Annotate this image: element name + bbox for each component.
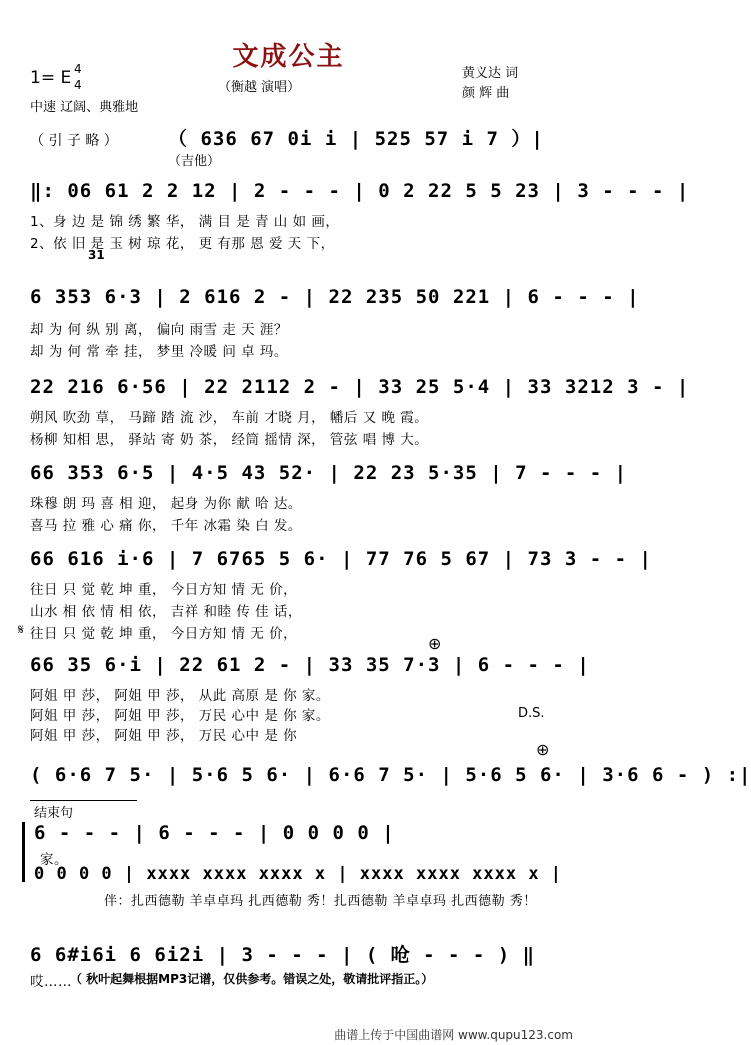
notation-row-5: 66 616 i·6 | 7 6765 5 6· | 77 76 5 67 | 73 3 - - | — [30, 548, 652, 570]
song-title: 文成公主 — [232, 42, 345, 72]
composer: 颜 辉 曲 — [462, 86, 510, 101]
coda-icon-2: ⊕ — [536, 740, 550, 759]
ending-accompaniment: 0 0 0 0 | xxxx xxxx xxxx x | xxxx xxxx xxxx x | — [34, 864, 563, 884]
guitar-label: （吉他） — [168, 154, 221, 169]
notation-row-1: ‖: 06 61 2 2 12 | 2 - - - | 0 2 22 5 5 23 | 3 - - - | — [30, 180, 690, 202]
lyricist: 黄义达 词 — [462, 66, 519, 81]
ending-melody: 6 - - - | 6 - - - | 0 0 0 0 | — [34, 822, 395, 844]
lyric-row-5-verse-3: 往日 只 觉 乾 坤 重， 今日方知 情 无 价， — [30, 626, 298, 642]
lyric-row-4-verse-1: 珠穆 朗 玛 喜 相 迎， 起身 为你 献 哈 达。 — [30, 496, 302, 512]
system-bracket — [22, 822, 29, 882]
final-notes: 6 6#i6i 6 6i2i | 3 - - - | ( 呛 - - - ) ‖ — [30, 944, 536, 966]
notation-row-2: 6 353 6·3 | 2 616 2 - | 22 235 50 221 | 6 - - - | — [30, 286, 640, 308]
lyric-row-2-verse-1: 却 为 何 纵 别 离， 偏向 雨雪 走 天 涯？ — [30, 322, 288, 338]
lyric-row-3-verse-2: 杨柳 知相 思， 驿站 寄 奶 茶， 经筒 摇情 深， 管弦 唱 博 大。 — [30, 432, 429, 448]
lyric-row-1-verse-2: 2、依 旧 是 玉 树 琼 花， 更 有那 恩 爱 天 下， — [30, 236, 335, 252]
lyric-row-6-verse-1: 阿姐 甲 莎， 阿姐 甲 莎， 从此 高原 是 你 家。 — [30, 688, 330, 704]
performer: （衡越 演唱） — [218, 80, 301, 95]
lyric-row-1-verse-1: 1、身 边 是 锦 绣 繁 华， 满 目 是 青 山 如 画， — [30, 214, 340, 230]
lyric-row-6-verse-3: 阿姐 甲 莎， 阿姐 甲 莎， 万民 心中 是 你 — [30, 728, 298, 744]
ending-accompaniment-lyric: 伴：扎西德勒 羊卓卓玛 扎西德勒 秀！扎西德勒 羊卓卓玛 扎西德勒 秀！ — [104, 894, 537, 909]
segno-icon: 𝄋 — [18, 622, 25, 638]
dal-segno-mark: D.S. — [518, 706, 545, 721]
intro-label: （ 引 子 略 ） — [30, 133, 118, 149]
ending-label: 结束句 — [34, 806, 74, 821]
final-lyric: 哎…… — [30, 974, 72, 990]
lyric-row-5-verse-2: 山水 相 依 情 相 依， 吉祥 和睦 传 佳 话， — [30, 604, 302, 620]
lyric-row-4-verse-2: 喜马 拉 雅 心 痛 你， 千年 冰霜 染 白 发。 — [30, 518, 302, 534]
notation-row-7: ( 6·6 7 5· | 5·6 5 6· | 6·6 7 5· | 5·6 5 6· | 3·6 6 - ) :| — [30, 764, 751, 786]
ending-melody-lyric: 家。 — [40, 852, 68, 868]
lyric-row-6-verse-2: 阿姐 甲 莎， 阿姐 甲 莎， 万民 心中 是 你 家。 — [30, 708, 330, 724]
notation-row-4: 66 353 6·5 | 4·5 43 52· | 22 23 5·35 | 7 - - - | — [30, 462, 628, 484]
ending-bracket — [30, 800, 137, 801]
transcriber-note: （ 秋叶起舞根据MP3记谱，仅供参考。错误之处，敬请批评指正。） — [70, 972, 434, 986]
lyric-row-5-verse-1: 往日 只 觉 乾 坤 重， 今日方知 情 无 价， — [30, 582, 298, 598]
lyric-row-2-verse-2: 却 为 何 常 牵 挂， 梦里 冷暖 问 卓 玛。 — [30, 344, 288, 360]
notation-row-6: 66 35 6·i | 22 61 2 - | 33 35 7·3 | 6 - - - | — [30, 654, 590, 676]
chord-mark: 31 — [88, 248, 105, 262]
time-signature-bottom: 4 — [74, 78, 82, 92]
notation-row-3: 22 216 6·56 | 22 2112 2 - | 33 25 5·4 | 33 3212 3 - | — [30, 376, 690, 398]
site-watermark: 曲谱上传于中国曲谱网 www.qupu123.com — [334, 1028, 573, 1042]
key-signature: 1= E — [30, 68, 72, 88]
lyric-row-3-verse-1: 朔风 吹劲 草， 马蹄 踏 流 沙， 车前 才晓 月， 幡后 又 晚 霞。 — [30, 410, 429, 426]
tempo-marking: 中速 辽阔、典雅地 — [30, 100, 139, 115]
time-signature-top: 4 — [74, 62, 82, 76]
coda-icon: ⊕ — [428, 634, 442, 653]
intro-notes: （ 636 67 0i i | 525 57 i 7 ）| — [168, 128, 544, 150]
